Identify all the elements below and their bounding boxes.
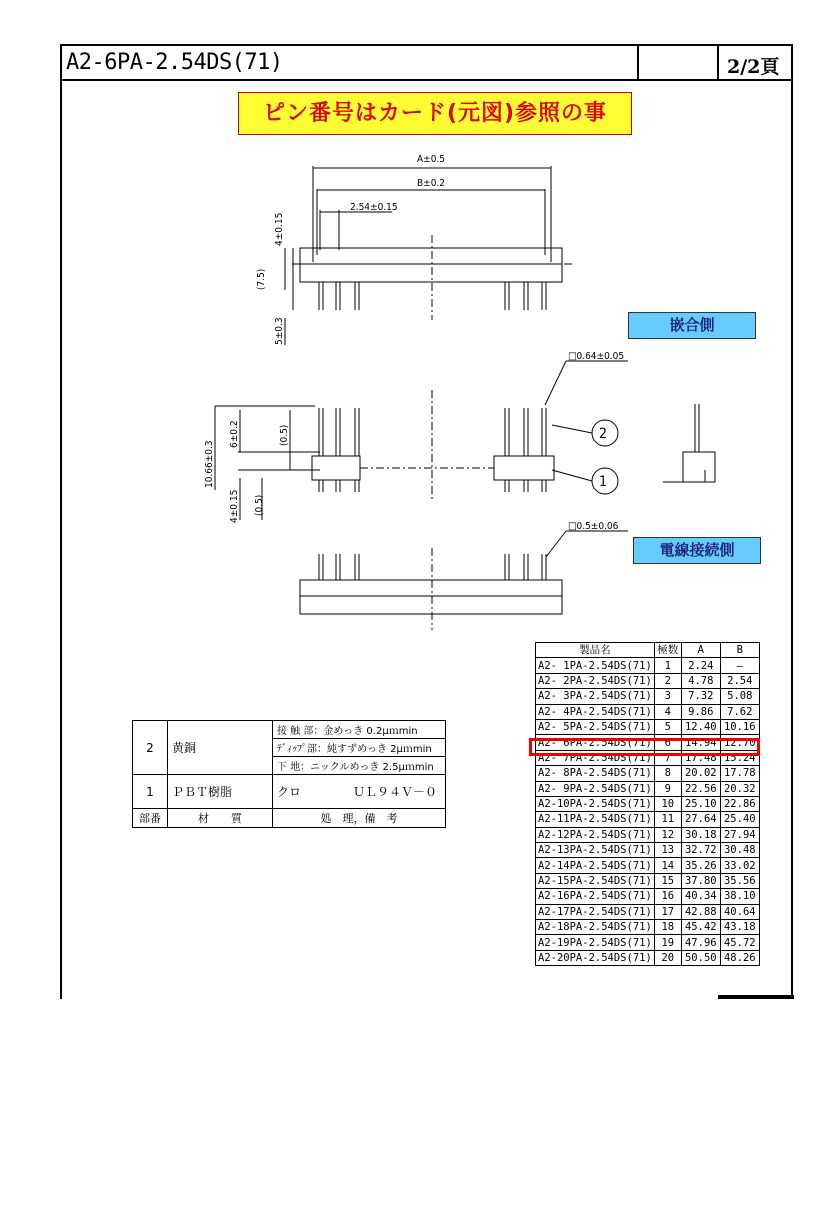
dim-pin-square-2: □0.5±0.06 [568, 521, 619, 532]
material: 黄銅 [168, 721, 273, 775]
table-row [536, 950, 760, 965]
dim-b-value: 38.10 [720, 889, 759, 904]
dim-a-value: 20.02 [681, 766, 720, 781]
page-number: 2/2頁 [727, 56, 780, 78]
dim-d3: 5±0.3 [274, 317, 285, 345]
table-row [536, 766, 760, 781]
product-name: A2-16PA-2.54DS(71) [536, 889, 655, 904]
material: ＰＢＴ樹脂 [168, 775, 273, 809]
table-row [536, 673, 760, 688]
pole-count: 2 [654, 673, 681, 688]
dim-b-value: 30.48 [720, 843, 759, 858]
col-product-name: 製品名 [536, 643, 655, 658]
product-name: A2-17PA-2.54DS(71) [536, 904, 655, 919]
dim-a-value: 27.64 [681, 812, 720, 827]
dim-b-value: — [720, 658, 759, 673]
treatment [273, 775, 446, 809]
dim-b-value: 40.64 [720, 904, 759, 919]
pole-count: 12 [654, 827, 681, 842]
table-row [536, 704, 760, 719]
dim-b: B±0.2 [417, 178, 446, 189]
dim-a-value: 37.80 [681, 873, 720, 888]
pole-count: 4 [654, 704, 681, 719]
pole-count: 16 [654, 889, 681, 904]
table-row [536, 689, 760, 704]
product-name: A2-13PA-2.54DS(71) [536, 843, 655, 858]
product-name: A2-14PA-2.54DS(71) [536, 858, 655, 873]
dim-pin-square-1: □0.64±0.05 [568, 351, 625, 362]
dim-h5: (0.5) [254, 494, 265, 516]
dim-d2: (7.5) [256, 268, 267, 290]
product-name: A2- 6PA-2.54DS(71) [536, 735, 655, 750]
treatment: 接 触 部：金めっき 0.2μｍmin [273, 721, 446, 739]
product-name: A2- 7PA-2.54DS(71) [536, 750, 655, 765]
dim-h2: 6±0.2 [229, 420, 240, 448]
dim-a: A±0.5 [417, 154, 445, 165]
parts-table [535, 642, 760, 966]
header-material: 材 質 [168, 809, 273, 828]
pole-count: 19 [654, 935, 681, 950]
table-row [536, 889, 760, 904]
dim-a-value: 2.24 [681, 658, 720, 673]
col-b: B [720, 643, 759, 658]
mating-side-label: 嵌合側 [628, 312, 756, 339]
dim-a-value: 35.26 [681, 858, 720, 873]
product-name: A2-19PA-2.54DS(71) [536, 935, 655, 950]
pole-count: 3 [654, 689, 681, 704]
product-name: A2- 9PA-2.54DS(71) [536, 781, 655, 796]
product-name: A2-20PA-2.54DS(71) [536, 950, 655, 965]
header-notes: 処 理，備 考 [273, 809, 446, 828]
table-row [133, 775, 446, 809]
pole-count: 9 [654, 781, 681, 796]
table-row [536, 904, 760, 919]
dim-pitch: 2.54±0.15 [350, 202, 398, 213]
product-name: A2- 3PA-2.54DS(71) [536, 689, 655, 704]
treatment: ﾃﾞｨｯﾌﾟ部：純すずめっき 2μｍmin [273, 739, 446, 757]
product-name: A2- 2PA-2.54DS(71) [536, 673, 655, 688]
dim-a-value: 14.94 [681, 735, 720, 750]
dim-b-value: 25.40 [720, 812, 759, 827]
dim-a-value: 42.88 [681, 904, 720, 919]
wire-side-label: 電線接続側 [633, 537, 761, 564]
dim-b-value: 33.02 [720, 858, 759, 873]
pin-number-notice: ピン番号はカード(元図)参照の事 [238, 92, 632, 135]
pole-count: 20 [654, 950, 681, 965]
table-row [536, 796, 760, 811]
product-name: A2-10PA-2.54DS(71) [536, 796, 655, 811]
dim-h4: 4±0.15 [229, 489, 240, 523]
dim-a-value: 50.50 [681, 950, 720, 965]
pole-count: 14 [654, 858, 681, 873]
dim-b-value: 15.24 [720, 750, 759, 765]
dim-a-value: 30.18 [681, 827, 720, 842]
product-name: A2-15PA-2.54DS(71) [536, 873, 655, 888]
dim-a-value: 22.56 [681, 781, 720, 796]
table-header-row [133, 809, 446, 828]
pole-count: 17 [654, 904, 681, 919]
pole-count: 5 [654, 719, 681, 734]
dim-b-value: 35.56 [720, 873, 759, 888]
dim-b-value: 27.94 [720, 827, 759, 842]
product-name: A2- 4PA-2.54DS(71) [536, 704, 655, 719]
dim-b-value: 5.08 [720, 689, 759, 704]
table-row [536, 658, 760, 673]
pole-count: 15 [654, 873, 681, 888]
table-row [536, 935, 760, 950]
dim-b-value: 17.78 [720, 766, 759, 781]
dim-a-value: 25.10 [681, 796, 720, 811]
dim-a-value: 12.40 [681, 719, 720, 734]
dim-d1: 4±0.15 [274, 212, 285, 246]
dim-b-value: 45.72 [720, 935, 759, 950]
dim-a-value: 40.34 [681, 889, 720, 904]
pole-count: 1 [654, 658, 681, 673]
table-header-row [536, 643, 760, 658]
dim-a-value: 4.78 [681, 673, 720, 688]
pole-count: 18 [654, 920, 681, 935]
dim-h1: 10.66±0.3 [204, 440, 215, 488]
callout-2: 2 [599, 426, 608, 442]
dim-b-value: 12.70 [720, 735, 759, 750]
treatment: 下 地：ニックルめっき 2.5μｍmin [273, 757, 446, 775]
dim-b-value: 10.16 [720, 719, 759, 734]
header-part-no: 部番 [133, 809, 168, 828]
table-row [536, 827, 760, 842]
table-row [536, 873, 760, 888]
color: クロ [277, 785, 302, 799]
dim-a-value: 45.42 [681, 920, 720, 935]
product-name: A2- 1PA-2.54DS(71) [536, 658, 655, 673]
drawing-title: A2-6PA-2.54DS(71) [66, 50, 283, 75]
col-a: A [681, 643, 720, 658]
table-row [536, 781, 760, 796]
grade: ＵＬ９４Ｖ－０ [353, 785, 438, 799]
table-row [536, 920, 760, 935]
product-name: A2-18PA-2.54DS(71) [536, 920, 655, 935]
pole-count: 6 [654, 735, 681, 750]
dim-a-value: 47.96 [681, 935, 720, 950]
dim-a-value: 17.48 [681, 750, 720, 765]
dim-a-value: 9.86 [681, 704, 720, 719]
callout-1: 1 [599, 474, 608, 490]
pole-count: 8 [654, 766, 681, 781]
col-poles: 極数 [654, 643, 681, 658]
material-table [132, 720, 446, 828]
highlight-box [529, 738, 760, 756]
table-row [133, 721, 446, 739]
table-row [536, 719, 760, 734]
part-no: 1 [133, 775, 168, 809]
dim-h3: (0.5) [279, 424, 290, 446]
dim-a-value: 7.32 [681, 689, 720, 704]
product-name: A2- 5PA-2.54DS(71) [536, 719, 655, 734]
product-name: A2-12PA-2.54DS(71) [536, 827, 655, 842]
pole-count: 11 [654, 812, 681, 827]
dim-a-value: 32.72 [681, 843, 720, 858]
dim-b-value: 20.32 [720, 781, 759, 796]
part-no: 2 [133, 721, 168, 775]
pole-count: 7 [654, 750, 681, 765]
pole-count: 10 [654, 796, 681, 811]
dim-b-value: 43.18 [720, 920, 759, 935]
table-row [536, 843, 760, 858]
dim-b-value: 2.54 [720, 673, 759, 688]
dim-b-value: 22.86 [720, 796, 759, 811]
pole-count: 13 [654, 843, 681, 858]
dim-b-value: 7.62 [720, 704, 759, 719]
product-name: A2-11PA-2.54DS(71) [536, 812, 655, 827]
product-name: A2- 8PA-2.54DS(71) [536, 766, 655, 781]
table-row [536, 858, 760, 873]
table-row [536, 812, 760, 827]
dim-b-value: 48.26 [720, 950, 759, 965]
